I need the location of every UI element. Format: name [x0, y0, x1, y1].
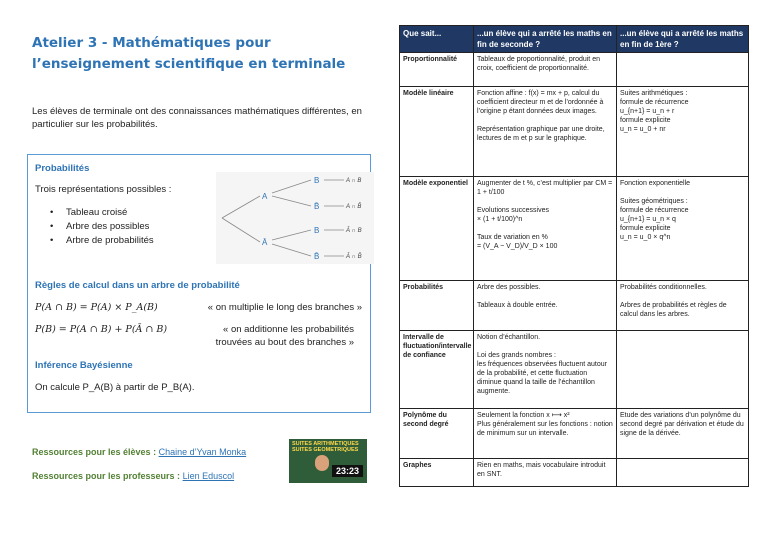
cell-line: formule de récurrence	[620, 207, 689, 214]
table-row	[400, 281, 749, 331]
topic-cell: Probabilités	[400, 281, 474, 331]
representations-text: Trois représentations possibles :	[35, 184, 172, 195]
premiere-cell	[617, 177, 749, 281]
cell-line: Evolutions successives	[477, 207, 549, 214]
cell-line	[477, 116, 613, 125]
comment-total-probability: « on additionne les probabilités trouvées au bout des branches »	[215, 324, 354, 348]
cell-line	[477, 342, 613, 351]
table-header-row	[400, 26, 749, 53]
cell-line	[477, 224, 613, 233]
cell-line: Fonction affine : f(x) = mx + p, calcul du coefficient directeur m et de l’ordonnée à l’origine p étant données deux images.	[477, 90, 604, 115]
list-item: • Arbre des possibles	[50, 220, 154, 234]
table-row	[400, 87, 749, 177]
tree-node: B̄	[314, 252, 320, 261]
tree-node: B	[314, 226, 320, 235]
comment-product-rule: « on multiplie le long des branches »	[207, 302, 362, 313]
cell-line: Etude des variations d’un polynôme du second degré par dérivation et étude du signe de la dérivée.	[620, 412, 744, 437]
cell-line	[477, 197, 613, 206]
video-duration: 23:23	[332, 465, 363, 477]
teachers-resources-link[interactable]: Lien Eduscol	[182, 471, 235, 481]
cell-line: les fréquences observées fluctuent autour de la probabilité, et cette fluctuation diminue quand la taille de l’échantillon augmente.	[477, 361, 607, 395]
topic-cell: Modèle linéaire	[400, 87, 474, 177]
students-resources-link[interactable]: Chaine d’Yvan Monka	[158, 447, 247, 457]
seconde-cell	[474, 409, 617, 459]
seconde-cell	[474, 281, 617, 331]
cell-line: = (V_A − V_D)/V_D × 100	[477, 243, 558, 250]
cell-line: Plus généralement sur les fonctions : notion de minimum sur un intervalle.	[477, 421, 613, 437]
premiere-cell	[617, 409, 749, 459]
cell-line: Probabilités conditionnelles.	[620, 284, 707, 291]
cell-line	[620, 188, 745, 197]
table-row	[400, 53, 749, 87]
topic-cell: Modèle exponentiel	[400, 177, 474, 281]
topic-cell: Graphes	[400, 459, 474, 487]
premiere-cell	[617, 53, 749, 87]
table-row	[400, 331, 749, 409]
cell-line: u_n = u_0 + nr	[620, 126, 666, 133]
cell-line: Loi des grands nombres :	[477, 352, 556, 359]
header-topic: Que sait...	[400, 26, 474, 53]
tree-leaf-label: Ā ∩ B	[346, 228, 362, 234]
table-row	[400, 409, 749, 459]
cell-line: formule explicite	[620, 225, 671, 232]
cell-line: × (1 + t/100)^n	[477, 216, 523, 223]
tree-node: B̄	[314, 202, 320, 211]
cell-line: Notion d’échantillon.	[477, 334, 541, 341]
box-heading: Probabilités	[35, 163, 90, 174]
students-resources	[32, 447, 246, 457]
cell-line: Tableaux de proportionnalité, produit en croix, coefficient de proportionnalité.	[477, 56, 600, 72]
tree-node: B	[314, 176, 320, 185]
topic-cell: Polynôme du second degré	[400, 409, 474, 459]
cell-line	[620, 292, 745, 301]
intro-paragraph: Les élèves de terminale ont des connaissances mathématiques différentes, en particulier sur les probabilités.	[32, 106, 362, 130]
tree-leaf-label: A ∩ B	[346, 178, 362, 184]
seconde-cell	[474, 87, 617, 177]
seconde-cell	[474, 177, 617, 281]
students-resources-label: Ressources pour les élèves :	[32, 447, 157, 457]
list-item: • Arbre de probabilités	[50, 234, 154, 248]
premiere-cell	[617, 87, 749, 177]
topic-cell: Proportionnalité	[400, 53, 474, 87]
tree-node: A	[262, 192, 268, 201]
probability-tree-diagram	[216, 172, 374, 264]
video-thumbnail[interactable]	[289, 439, 367, 483]
formula-product-rule: P(A ∩ B) = P(A) × P_A(B)	[35, 302, 158, 313]
premiere-cell	[617, 459, 749, 487]
page-title: Atelier 3 - Mathématiques pour l’enseignement scientifique en terminale	[32, 35, 346, 72]
cell-line: Seulement la fonction x ⟼ x²	[477, 412, 570, 419]
cell-line	[477, 292, 613, 301]
tree-node: Ā	[262, 238, 268, 247]
cell-line: Suites géométriques :	[620, 198, 688, 205]
seconde-cell	[474, 331, 617, 409]
video-caption: SUITES ARITHMETIQUES SUITES GEOMETRIQUES	[292, 441, 359, 453]
header-seconde: ...un élève qui a arrêté les maths en fin de seconde ?	[474, 26, 617, 53]
cell-line: Rien en maths, mais vocabulaire introduit en SNT.	[477, 462, 606, 478]
representations-list	[50, 206, 154, 248]
presenter-avatar	[315, 455, 329, 471]
cell-line: Tableaux à double entrée.	[477, 302, 558, 309]
cell-line: u_{n+1} = u_n + r	[620, 108, 675, 115]
formula-total-probability: P(B) = P(A ∩ B) + P(Ā ∩ B)	[35, 324, 168, 335]
premiere-cell	[617, 281, 749, 331]
cell-line: u_n = u_0 × q^n	[620, 234, 671, 241]
bayes-text: On calcule P_A(B) à partir de P_B(A).	[35, 382, 195, 393]
teachers-resources-label: Ressources pour les professeurs :	[32, 471, 181, 481]
cell-line: Représentation graphique par une droite, lectures de m et p sur le graphique.	[477, 126, 605, 142]
cell-line: Suites arithmétiques :	[620, 90, 688, 97]
table-row	[400, 177, 749, 281]
teachers-resources	[32, 471, 234, 481]
header-premiere: ...un élève qui a arrêté les maths en fin de 1ère ?	[617, 26, 749, 53]
tree-leaf-label: Ā ∩ B̄	[346, 254, 362, 260]
list-item: • Tableau croisé	[50, 206, 154, 220]
cell-line: Arbres de probabilités et règles de calcul dans les arbres.	[620, 302, 727, 318]
cell-line: u_{n+1} = u_n × q	[620, 216, 676, 223]
probabilities-box	[27, 154, 371, 413]
table-row	[400, 459, 749, 487]
tree-leaf-label: A ∩ B̄	[346, 204, 362, 210]
seconde-cell	[474, 53, 617, 87]
cell-line: formule explicite	[620, 117, 671, 124]
cell-line: Taux de variation en %	[477, 234, 548, 241]
cell-line: formule de récurrence	[620, 99, 689, 106]
topic-cell: Intervalle de fluctuation/intervalle de confiance	[400, 331, 474, 409]
knowledge-table	[399, 25, 749, 487]
cell-line: Arbre des possibles.	[477, 284, 541, 291]
bayes-heading: Inférence Bayésienne	[35, 360, 133, 371]
seconde-cell	[474, 459, 617, 487]
cell-line: Augmenter de t %, c’est multiplier par CM = 1 + t/100	[477, 180, 613, 196]
rules-heading: Règles de calcul dans un arbre de probabilité	[35, 280, 240, 291]
cell-line: Fonction exponentielle	[620, 180, 691, 187]
tree-background	[216, 172, 374, 264]
premiere-cell	[617, 331, 749, 409]
